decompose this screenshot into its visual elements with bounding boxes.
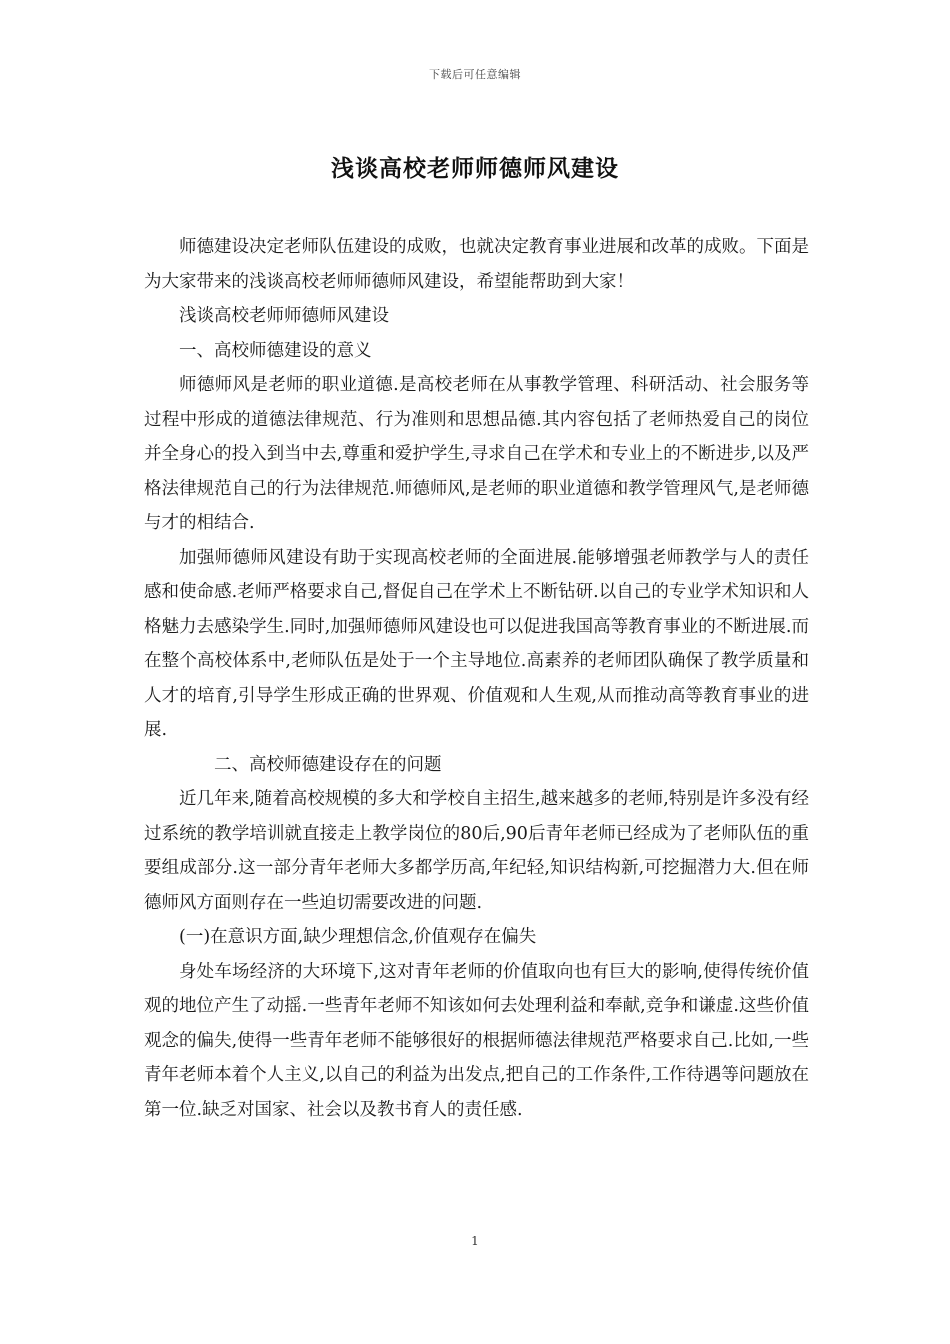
subsection-heading: (一)在意识方面,缺少理想信念,价值观存在偏失 <box>179 927 537 947</box>
body-paragraph: 近几年来,随着高校规模的多大和学校自主招生,越来越多的老师,特别是许多没有经过系统的教学培训就直接走上教学岗位的80后,90后青年老师已经成为了老师队伍的重要组成部分.这一部分青年老师大多都学历高,年纪轻,知识结构新,可挖掘潜力大.但在师德师风方面则存在一些迫切需要改进的问题. <box>144 789 809 913</box>
subtitle-line: 浅谈高校老师师德师风建设 <box>179 306 389 326</box>
section-heading-2: 二、高校师德建设存在的问题 <box>214 754 442 775</box>
body-paragraph: 加强师德师风建设有助于实现高校老师的全面进展.能够增强老师教学与人的责任感和使命感.老师严格要求自己,督促自己在学术上不断钻研.以自己的专业学术知识和人格魅力去感染学生.同时,加强师德师风建设也可以促进我国高等教育事业的不断进展.而在整个高校体系中,老师队伍是处于一个主导地位.高素养的老师团队确保了教学质量和人才的培育,引导学生形成正确的世界观、价值观和人生观,从而推动高等教育事业的进展. <box>144 547 809 740</box>
body-paragraph: 师德师风是老师的职业道德.是高校老师在从事教学管理、科研活动、社会服务等过程中形成的道德法律规范、行为准则和思想品德.其内容包括了老师热爱自己的岗位并全身心的投入到当中去,尊重和爱护学生,寻求自己在学术和专业上的不断进步,以及严格法律规范自己的行为法律规范.师德师风,是老师的职业道德和教学管理风气,是老师德与才的相结合. <box>144 375 809 533</box>
intro-paragraph: 师德建设决定老师队伍建设的成败，也就决定教育事业进展和改革的成败。下面是为大家带来的浅谈高校老师师德师风建设，希望能帮助到大家！ <box>144 237 809 292</box>
section-heading-1: 一、高校师德建设的意义 <box>179 340 372 361</box>
document-body <box>144 230 809 1127</box>
body-paragraph: 身处车场经济的大环境下,这对青年老师的价值取向也有巨大的影响,使得传统价值观的地位产生了动摇.一些青年老师不知该如何去处理利益和奉献,竞争和谦虚.这些价值观念的偏失,使得一些青年老师不能够很好的根据师德法律规范严格要求自己.比如,一些青年老师本着个人主义,以自己的利益为出发点,把自己的工作条件,工作待遇等问题放在第一位.缺乏对国家、社会以及教书育人的责任感. <box>144 961 809 1120</box>
page-number: 1 <box>471 1234 479 1248</box>
header-note: 下载后可任意编辑 <box>429 68 521 81</box>
document-title: 浅谈高校老师师德师风建设 <box>331 155 619 182</box>
